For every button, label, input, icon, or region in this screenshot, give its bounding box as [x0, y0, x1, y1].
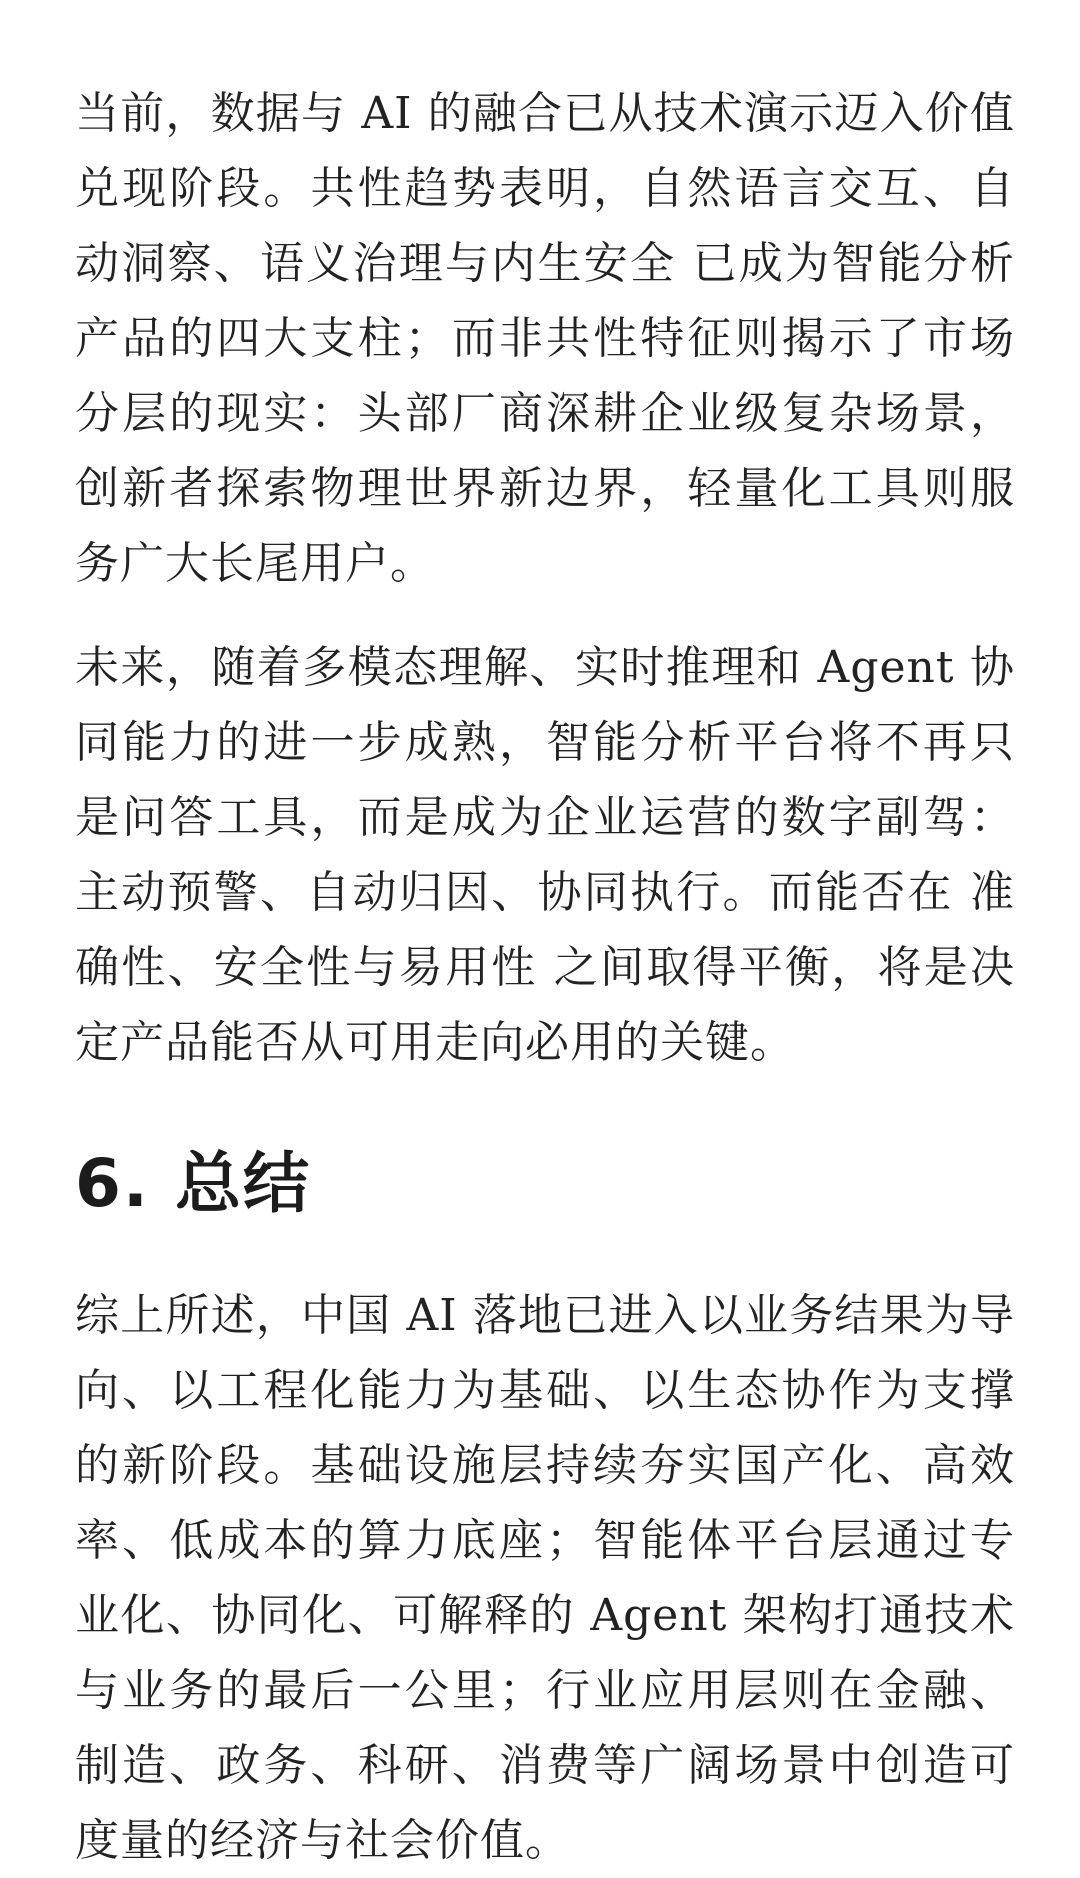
paragraph-summary: 综上所述，中国 AI 落地已进入以业务结果为导向、以工程化能力为基础、以生态协作为支撑的新阶段。基础设施层持续夯实国产化、高效率、低成本的算力底座；智能体平台层通过专业化、协同化、可解释的 Agent 架构打通技术与业务的最后一公里；行业应用层则在金融、制造、政务、科研、消费等广阔场景中创造可度量的经济与社会价值。 [75, 1290, 1015, 1866]
article-body [75, 76, 1015, 1878]
paragraph-trends: 当前，数据与 AI 的融合已从技术演示迈入价值兑现阶段。共性趋势表明，自然语言交互、自动洞察、语义治理与内生安全 已成为智能分析产品的四大支柱；而非共性特征则揭示了市场分层的现实：头部厂商深耕企业级复杂场景，创新者探索物理世界新边界，轻量化工具则服务广大长尾用户。 [75, 88, 1015, 589]
section-heading-summary: 6. 总结 [75, 1145, 311, 1222]
paragraph-future: 未来，随着多模态理解、实时推理和 Agent 协同能力的进一步成熟，智能分析平台将不再只是问答工具，而是成为企业运营的数字副驾：主动预警、自动归因、协同执行。而能否在 准确性、安全性与易用性 之间取得平衡，将是决定产品能否从可用走向必用的关键。 [75, 642, 1015, 1068]
